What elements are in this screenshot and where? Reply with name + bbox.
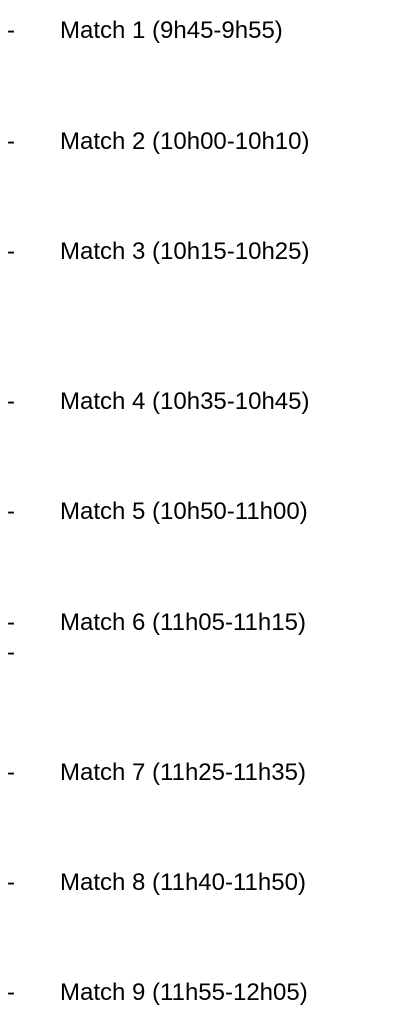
- match-label: Match 6 (11h05-11h15): [60, 609, 306, 636]
- match-label: Match 8 (11h40-11h50): [60, 869, 306, 896]
- bullet-dash: -: [7, 128, 15, 155]
- list-item: [0, 384, 395, 420]
- match-label: Match 7 (11h25-11h35): [60, 759, 306, 786]
- match-label: Match 1 (9h45-9h55): [60, 17, 283, 44]
- match-label: Match 2 (10h00-10h10): [60, 128, 310, 155]
- list-item: [0, 975, 395, 1011]
- list-item: [0, 234, 395, 270]
- match-label: Match 4 (10h35-10h45): [60, 388, 310, 415]
- empty-bullet-dash: -: [7, 639, 15, 666]
- bullet-dash: -: [7, 609, 15, 636]
- match-label: Match 3 (10h15-10h25): [60, 238, 310, 265]
- list-item: [0, 13, 395, 49]
- bullet-dash: -: [7, 979, 15, 1006]
- bullet-dash: -: [7, 498, 15, 525]
- bullet-dash: -: [7, 869, 15, 896]
- bullet-dash: -: [7, 238, 15, 265]
- match-label: Match 9 (11h55-12h05): [60, 979, 308, 1006]
- bullet-dash: -: [7, 759, 15, 786]
- list-item: [0, 494, 395, 530]
- list-item: [0, 605, 395, 641]
- match-label: Match 5 (10h50-11h00): [60, 498, 308, 525]
- bullet-dash: -: [7, 17, 15, 44]
- bullet-dash: -: [7, 388, 15, 415]
- list-item: [0, 124, 395, 160]
- list-item: [0, 755, 395, 791]
- list-item: [0, 865, 395, 901]
